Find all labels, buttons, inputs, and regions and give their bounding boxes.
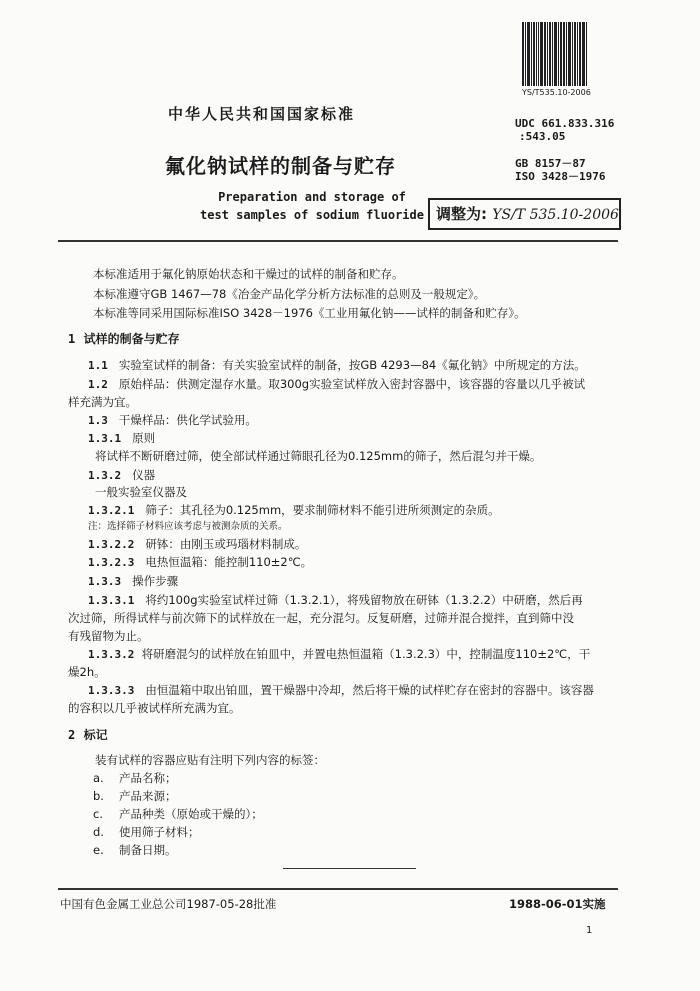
adjustment-stamp: 调整为: YS/T 535.10-2006 [428,198,621,230]
page-title: 氟化钠试样的制备与贮存 [165,154,396,178]
page-number: 1 [586,925,593,936]
intro-line: 本标准等同采用国际标准ISO 3428－1976《工业用氟化钠——试样的制备和贮存》。 [93,306,526,320]
list-item: a. 产品名称； [93,771,177,785]
footer-rule [58,888,618,890]
clause-text: 一般实验室仪器及 [95,485,187,499]
list-item: c. 产品种类（原始或干燥的）； [93,807,263,821]
clause-text: 有残留物为止。 [68,629,149,643]
approval-date: 中国有色金属工业总公司1987-05-28批准 [60,897,277,911]
list-item: d. 使用筛子材料； [93,825,200,839]
barcode-label: YS/T535.10-2006 [522,88,591,97]
standard-body: 中华人民共和国国家标准 [168,105,356,123]
section-heading: 1 试样的制备与贮存 [68,332,180,346]
clause-1-3-2-2: 1.3.2.2 研钵：由刚玉或玛瑙材料制成。 [88,537,307,551]
clause-text: 的容积以几乎被试样所充满为宜。 [68,701,241,715]
clause-1-3-3-3: 1.3.3.3 由恒温箱中取出铂皿，置干燥器中冷却，然后将干燥的试样贮存在密封的容器中。该容器 [88,683,594,697]
effective-date: 1988-06-01实施 [509,897,606,911]
clause-1-3-3: 1.3.3 操作步骤 [88,574,179,588]
list-item: b. 产品来源； [93,789,177,803]
udc-code: UDC 661.833.316 :543.05 [515,117,615,143]
note: 注：选择筛子材料应该考虑与被测杂质的关系。 [88,521,288,532]
intro-line: 本标准适用于氟化钠原始状态和干燥过的试样的制备和贮存。 [93,267,404,281]
clause-1-1: 1.1 实验室试样的制备：有关实验室试样的制备，按GB 4293—84《氟化钠》中所规定的方法。 [88,358,586,372]
section-heading: 2 标记 [68,728,108,742]
clause-text: 样充满为宜。 [68,395,137,409]
english-title: Preparation and storage of test samples of sodium fluoride [200,190,424,222]
clause-1-2: 1.2 原始样品：供测定湿存水量。取300g实验室试样放入密封容器中，该容器的容量以几乎被试 [88,377,586,391]
clause-1-3-3-2: 1.3.3.2 将研磨混匀的试样放在铂皿中，并置电热恒温箱（1.3.2.3）中，控制温度110±2℃，干 [88,647,591,661]
clause-1-3-3-1: 1.3.3.1 将约100g实验室试样过筛（1.3.2.1），将残留物放在研钵（1.3.2.2）中研磨，然后再 [88,593,583,607]
header-rule [58,240,618,242]
clause-1-3-2-3: 1.3.2.3 电热恒温箱：能控制110±2℃。 [88,555,313,569]
list-item: e. 制备日期。 [93,843,177,857]
clause-1-3-2: 1.3.2 仪器 [88,468,156,482]
label-intro: 装有试样的容器应贴有注明下列内容的标签： [95,753,325,767]
gb-number: GB 8157－87 ISO 3428－1976 [515,157,606,183]
clause-text: 次过筛，所得试样与前次筛下的试样放在一起，充分混匀。反复研磨，过筛并混合搅拌，直到筛中没 [68,611,574,625]
clause-1-3-1: 1.3.1 原则 [88,431,156,445]
end-rule [283,868,416,869]
clause-text: 燥2h。 [68,665,106,679]
clause-text: 将试样不断研磨过筛，使全部试样通过筛眼孔径为0.125mm的筛子，然后混匀并干燥。 [95,449,542,463]
clause-1-3: 1.3 干燥样品：供化学试验用。 [88,413,257,427]
intro-line: 本标准遵守GB 1467—78《冶金产品化学分析方法标准的总则及一般规定》。 [93,287,486,301]
barcode [522,22,604,86]
clause-1-3-2-1: 1.3.2.1 筛子：其孔径为0.125mm，要求制筛材料不能引进所须测定的杂质。 [88,503,500,517]
